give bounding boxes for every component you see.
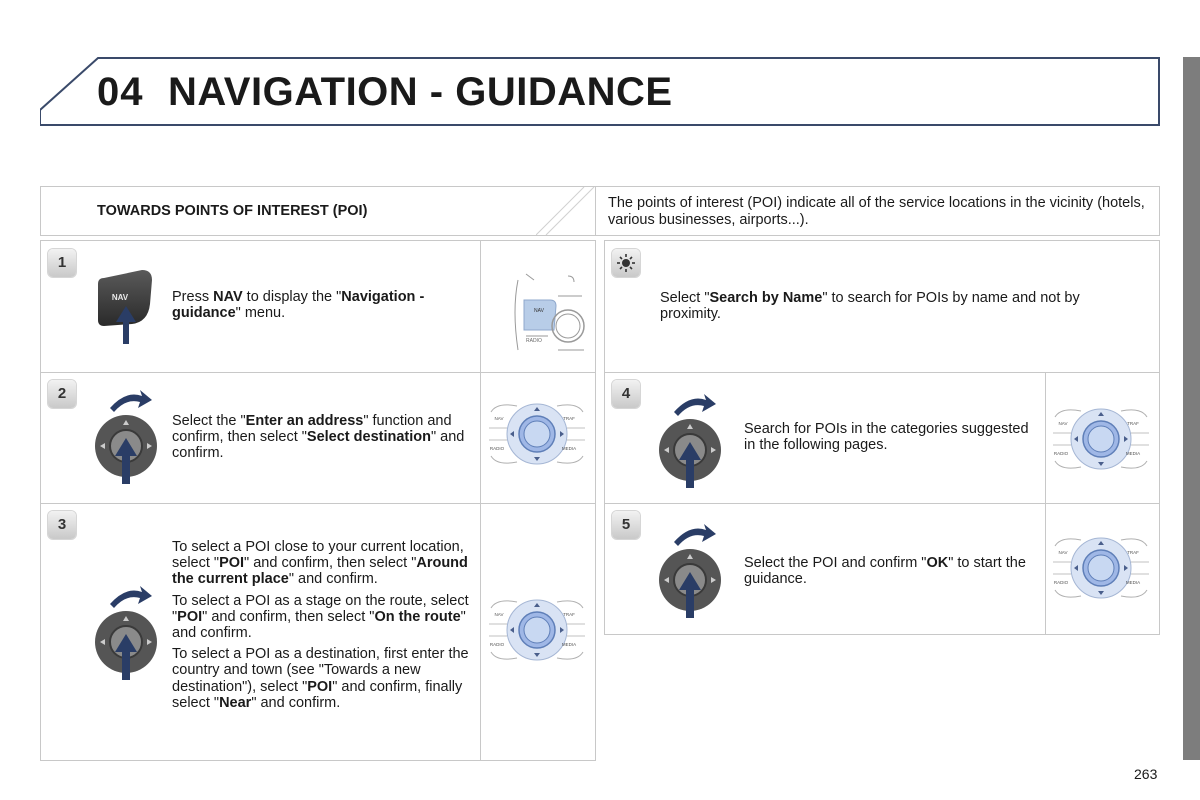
- panel-nav-label: NAV: [534, 308, 544, 314]
- intro-text: The points of interest (POI) indicate all of the service locations in the vicinity (hotels, various businesses, airports...).: [608, 195, 1145, 228]
- rotary-press-icon: [92, 386, 160, 486]
- knob-direction-label: RADIO: [1053, 451, 1069, 456]
- knob-direction-label: MEDIA: [1125, 451, 1141, 456]
- controller-knob-illustration: [487, 398, 587, 470]
- step-3-paragraph: To select a POI as a stage on the route, select "POI" and confirm, then select "On the route" and confirm.: [172, 592, 469, 642]
- step-2-badge: 2: [48, 380, 76, 408]
- knob-direction-label: NAV: [494, 416, 504, 421]
- step-5-text: Select the POI and confirm "OK" to start the guidance.: [744, 555, 1026, 588]
- step-separator: [40, 372, 596, 373]
- knob-direction-label: TRAF: [563, 416, 575, 421]
- step-1-badge: 1: [48, 249, 76, 277]
- step-5-badge: 5: [612, 511, 640, 539]
- rotate-arrow-icon: [674, 394, 716, 416]
- dashboard-panel-illustration: [508, 270, 588, 354]
- knob-direction-label: TRAF: [1127, 550, 1139, 555]
- rotary-press-icon: [92, 582, 160, 682]
- rotary-press-icon: [656, 390, 724, 490]
- knob-direction-label: RADIO: [1053, 580, 1069, 585]
- left-divider: [480, 240, 481, 761]
- step-separator: [604, 503, 1160, 504]
- controller-knob-illustration: [1051, 532, 1151, 604]
- knob-direction-label: MEDIA: [1125, 580, 1141, 585]
- knob-direction-label: MEDIA: [561, 642, 577, 647]
- rotary-press-icon: [656, 520, 724, 620]
- knob-direction-label: NAV: [494, 612, 504, 617]
- chapter-title: NAVIGATION - GUIDANCE: [168, 70, 673, 114]
- step-3-paragraph: To select a POI as a destination, first enter the country and town (see "Towards a new destination"), select "POI" and confirm, finally select "Near" and confirm.: [172, 646, 469, 711]
- sun-icon: [612, 249, 640, 277]
- step-3-paragraph: To select a POI close to your current location, select "POI" and confirm, then select "Around the current place" and confirm.: [172, 539, 468, 588]
- step-4-badge: 4: [612, 380, 640, 408]
- chapter-number: 04: [97, 70, 144, 114]
- knob-direction-label: RADIO: [489, 642, 505, 647]
- step-separator: [40, 503, 596, 504]
- knob-direction-label: MEDIA: [561, 446, 577, 451]
- step-3-badge: 3: [48, 511, 76, 539]
- step-1-text: Press NAV to display the "Navigation - guidance" menu.: [172, 289, 425, 322]
- poi-heading: TOWARDS POINTS OF INTEREST (POI): [97, 203, 368, 219]
- rotate-arrow-icon: [110, 390, 152, 412]
- search-by-name-badge: [612, 249, 640, 277]
- step-separator: [604, 372, 1160, 373]
- rotate-arrow-icon: [110, 586, 152, 608]
- step-3-text: [172, 539, 472, 711]
- step-4-text: Search for POIs in the categories suggested in the following pages.: [744, 421, 1029, 454]
- step-2-text: Select the "Enter an address" function and confirm, then select "Select destination" and confirm.: [172, 413, 465, 462]
- knob-direction-label: NAV: [1058, 550, 1068, 555]
- nav-button-label: NAV: [111, 293, 129, 302]
- controller-knob-illustration: [1051, 403, 1151, 475]
- controller-knob-illustration: [487, 594, 587, 666]
- search-by-name-text: Select "Search by Name" to search for POIs by name and not by proximity.: [660, 290, 1080, 323]
- knob-direction-label: TRAF: [563, 612, 575, 617]
- nav-button-illustration: [92, 266, 160, 346]
- knob-direction-label: RADIO: [489, 446, 505, 451]
- knob-direction-label: NAV: [1058, 421, 1068, 426]
- rotate-arrow-icon: [674, 524, 716, 546]
- knob-direction-label: TRAF: [1127, 421, 1139, 426]
- panel-radio-label: RADIO: [526, 338, 542, 344]
- chapter-side-tab: [1183, 57, 1200, 760]
- heading-diagonal-decoration: [536, 187, 596, 235]
- page-number: 263: [1134, 766, 1158, 782]
